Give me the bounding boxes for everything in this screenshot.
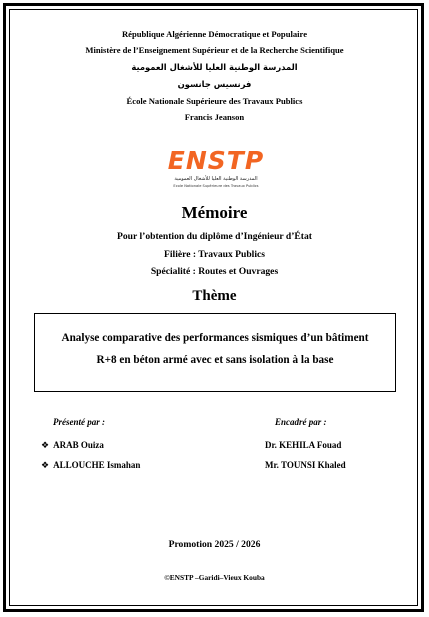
supervised-by-label: Encadré par : [275, 417, 327, 427]
copyright-line: ©ENSTP –Garidi–Vieux Kouba [164, 573, 265, 582]
francis-jeanson-arabic: فرنسيس جانسون [177, 79, 252, 89]
student-2: ❖ ALLOUCHE Ismahan [41, 460, 141, 471]
theme-heading: Thème [192, 288, 237, 304]
memoire-title: Mémoire [181, 203, 248, 222]
theme-line-1: Analyse comparative des performances sismiques d’un bâtiment [61, 332, 369, 344]
enstp-logo [167, 142, 265, 198]
diamond-bullet-icon: ❖ [41, 461, 50, 471]
school-name-french: École Nationale Supérieure des Travaux Publics [126, 96, 303, 106]
student-1: ❖ ARAB Ouiza [41, 440, 104, 451]
ministry-line: Ministère de l’Enseignement Supérieur et de la Recherche Scientifique [85, 45, 344, 55]
filiere-line: Filière : Travaux Publics [164, 249, 265, 260]
supervisor-2: Mr. TOUNSI Khaled [265, 460, 346, 470]
republic-line: République Algérienne Démocratique et Populaire [121, 29, 308, 39]
specialite-line: Spécialité : Routes et Ouvrages [150, 266, 279, 277]
logo-subtitle-arabic: المدرسة الوطنية العليا للأشغال العمومية [174, 176, 258, 182]
diploma-line: Pour l’obtention du diplôme d’Ingénieur d’État [116, 231, 312, 242]
school-name-arabic: المدرسة الوطنية العليا للأشغال العمومية [131, 62, 298, 72]
theme-box [34, 313, 396, 392]
francis-jeanson-french: Francis Jeanson [184, 112, 245, 122]
promotion-line: Promotion 2025 / 2026 [168, 539, 261, 550]
theme-line-2: R+8 en béton armé avec et sans isolation à la base [96, 354, 334, 366]
diamond-bullet-icon: ❖ [41, 441, 50, 451]
logo-subtitle-french: Ecole Nationale Supérieure des Travaux Publics [173, 184, 259, 188]
logo-letters: ENSTP [167, 146, 265, 175]
supervisor-1: Dr. KEHILA Fouad [265, 440, 342, 450]
presented-by-label: Présenté par : [53, 417, 105, 427]
